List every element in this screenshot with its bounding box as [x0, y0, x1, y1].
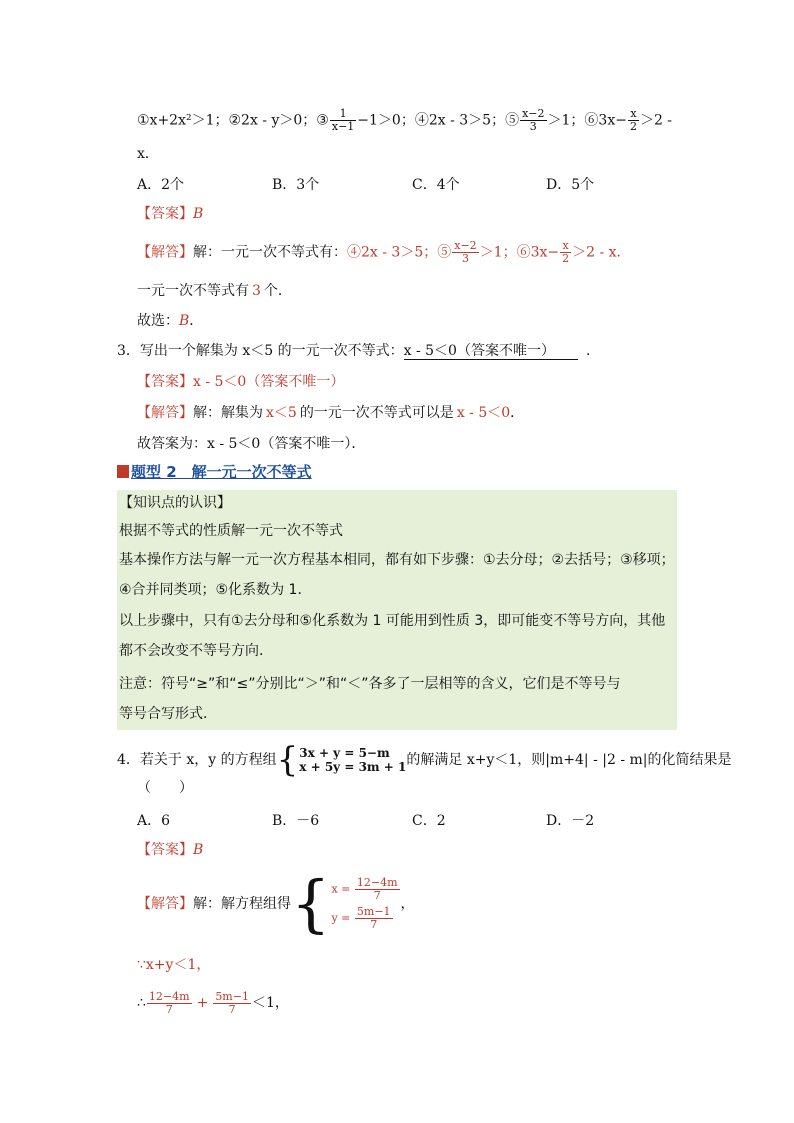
q4-options: [137, 810, 697, 830]
q4-stem: [117, 740, 732, 780]
knowledge-line: 注意：符号“≥”和“≤”分别比“＞”和“＜”各多了一层相等的含义，它们是不等号与: [119, 676, 621, 692]
y-lhs: y =: [331, 911, 351, 925]
q3-stem-text: 3．写出一个解集为 x＜5 的一元一次不等式：: [117, 343, 404, 359]
frac-denominator: 3: [461, 252, 469, 265]
solution-intro: 解：一元一次不等式有：: [193, 244, 347, 261]
option-a[interactable]: A．6: [137, 813, 171, 829]
brace-icon: {: [291, 867, 331, 940]
frac-denominator: 7: [228, 1002, 236, 1016]
q3-solution: [137, 403, 524, 423]
brace-icon: {: [276, 740, 299, 780]
option-c[interactable]: C．2: [412, 813, 446, 829]
count-text: 一元一次不等式有: [137, 283, 249, 299]
knowledge-line: ④合并同类项；⑤化系数为 1．: [119, 582, 312, 598]
knowledge-line: 都不会改变不等号方向．: [119, 643, 273, 659]
knowledge-line: 基本操作方法与解一元一次方程基本相同，都有如下步骤：①去分母；②去括号；③移项；: [119, 552, 675, 568]
frac-denominator: 2: [562, 252, 570, 265]
frac-numerator: 12−4m: [356, 876, 398, 889]
knowledge-box: [117, 490, 677, 730]
solution-comma: ，: [400, 896, 415, 912]
count-value: 3: [252, 283, 261, 299]
q3-final: 故答案为：x - 5＜0（答案不唯一）．: [137, 436, 366, 452]
q2-fraction-2: [520, 108, 546, 133]
solution-label: 【解答】: [137, 896, 193, 912]
q2-options: [137, 174, 697, 194]
q4-therefore: [137, 988, 289, 1018]
therefore-symbol: ∴: [137, 995, 146, 1011]
x-fraction: [355, 877, 400, 902]
solution-text: 解：解集为: [193, 405, 263, 421]
therefore-fraction-1: [147, 991, 192, 1016]
answer-value: B: [193, 842, 204, 858]
knowledge-line: 以上步骤中，只有①去分母和⑤化系数为 1 可能用到性质 3，即可能变不等号方向，其他: [119, 613, 666, 629]
q2-items-end: ＞2 -: [639, 112, 673, 129]
option-d[interactable]: D．－2: [546, 813, 595, 829]
solution-end: ．: [510, 405, 525, 421]
x-solution: [331, 877, 400, 902]
q2-items-mid: −1＞0；④2x - 3＞5；⑤: [357, 112, 520, 129]
answer-value: x - 5＜0（答案不唯一）: [193, 374, 345, 390]
q2-fraction-3: [628, 108, 639, 133]
solution-label: 【解答】: [137, 405, 193, 421]
answer-label: 【答案】: [137, 842, 193, 858]
knowledge-line: 根据不等式的性质解一元一次不等式: [119, 523, 343, 539]
equation-1: 3x + y = 5−m: [299, 746, 390, 760]
option-d[interactable]: D．5个: [546, 177, 595, 193]
frac-denominator: 7: [165, 1002, 173, 1016]
option-a[interactable]: A．2个: [137, 177, 185, 193]
q4-because: ∵x+y＜1，: [137, 957, 211, 973]
x-lhs: x =: [331, 882, 351, 896]
solution-text-2: 的一元一次不等式可以是: [299, 405, 454, 421]
q2-solution: [137, 240, 631, 265]
q4-answer: [137, 840, 203, 860]
q2-items: ①x+2x²＞1；②2x - y＞0；③: [137, 112, 329, 129]
q2-items-line: [137, 108, 672, 133]
frac-numerator: 1: [330, 108, 356, 121]
choose-label: 故选：: [137, 313, 179, 329]
answer-label: 【答案】: [137, 206, 193, 222]
knowledge-line: 【知识点的认识】: [119, 495, 231, 511]
solution-intro: 解：解方程组得: [193, 896, 291, 912]
q3-blank-answer: x - 5＜0（答案不唯一）: [404, 343, 578, 360]
y-fraction: [355, 906, 393, 931]
option-b[interactable]: B．3个: [272, 177, 320, 193]
solution-part: ④2x - 3＞5；⑤: [347, 244, 452, 261]
solution-part-2: ＞1；⑥3x−: [479, 244, 560, 261]
frac-numerator: x: [628, 108, 639, 121]
knowledge-line: 等号合写形式．: [119, 706, 217, 722]
q2-items-mid2: ＞1；⑥3x−: [547, 112, 627, 129]
frac-numerator: x−2: [522, 107, 545, 120]
q4-solution: [137, 867, 415, 940]
choose-value: B: [179, 313, 190, 329]
q3-answer: [137, 372, 344, 392]
equation-system: [299, 746, 406, 774]
frac-numerator: x−2: [454, 239, 477, 252]
solution-label: 【解答】: [137, 244, 193, 261]
q4-stem-text-2: 的解满足 x+y＜1，则|m+4| - |2 - m|的化简结果是: [406, 752, 732, 768]
solution-fraction: [452, 240, 478, 265]
q3-stem-end: ．: [585, 343, 600, 359]
q2-choose-line: [137, 311, 203, 331]
option-c[interactable]: C．4个: [412, 177, 460, 193]
option-b[interactable]: B．－6: [272, 813, 320, 829]
solution-system: [331, 877, 400, 931]
choose-end: ．: [189, 313, 204, 329]
therefore-end: ＜1，: [251, 995, 289, 1011]
section-title: [117, 461, 312, 482]
q4-stem-text: 4．若关于 x，y 的方程组: [117, 752, 277, 768]
frac-denominator: x−1: [331, 120, 355, 133]
q2-fraction-1: [330, 108, 356, 133]
q4-paren: （ ）: [137, 780, 193, 796]
plus-sign: +: [196, 995, 209, 1011]
section-marker-icon: [117, 465, 129, 478]
frac-numerator: 5m−1: [215, 989, 249, 1003]
q2-items-line-2: x．: [137, 146, 159, 162]
count-text-end: 个．: [263, 283, 292, 299]
frac-denominator: 7: [370, 918, 378, 931]
solution-fraction-2: [560, 240, 571, 265]
q2-answer: [137, 204, 203, 224]
frac-numerator: x: [560, 240, 571, 253]
q3-stem: [117, 341, 600, 361]
equation-2: x + 5y = 3m + 1: [299, 760, 407, 774]
frac-denominator: 2: [629, 120, 637, 133]
solution-math-2: x - 5＜0: [456, 405, 511, 421]
section-title-text: 题型 2 解一元一次不等式: [131, 463, 312, 481]
answer-value: B: [193, 206, 204, 222]
frac-numerator: 12−4m: [148, 989, 190, 1003]
y-solution: [331, 906, 400, 931]
solution-math: x＜5: [266, 405, 297, 421]
solution-part-3: ＞2 - x．: [572, 244, 631, 261]
therefore-fraction-2: [213, 991, 251, 1016]
frac-denominator: 3: [529, 120, 537, 133]
frac-numerator: 5m−1: [356, 905, 391, 918]
answer-label: 【答案】: [137, 374, 193, 390]
q2-count-line: [137, 281, 292, 301]
frac-denominator: 7: [373, 889, 381, 902]
